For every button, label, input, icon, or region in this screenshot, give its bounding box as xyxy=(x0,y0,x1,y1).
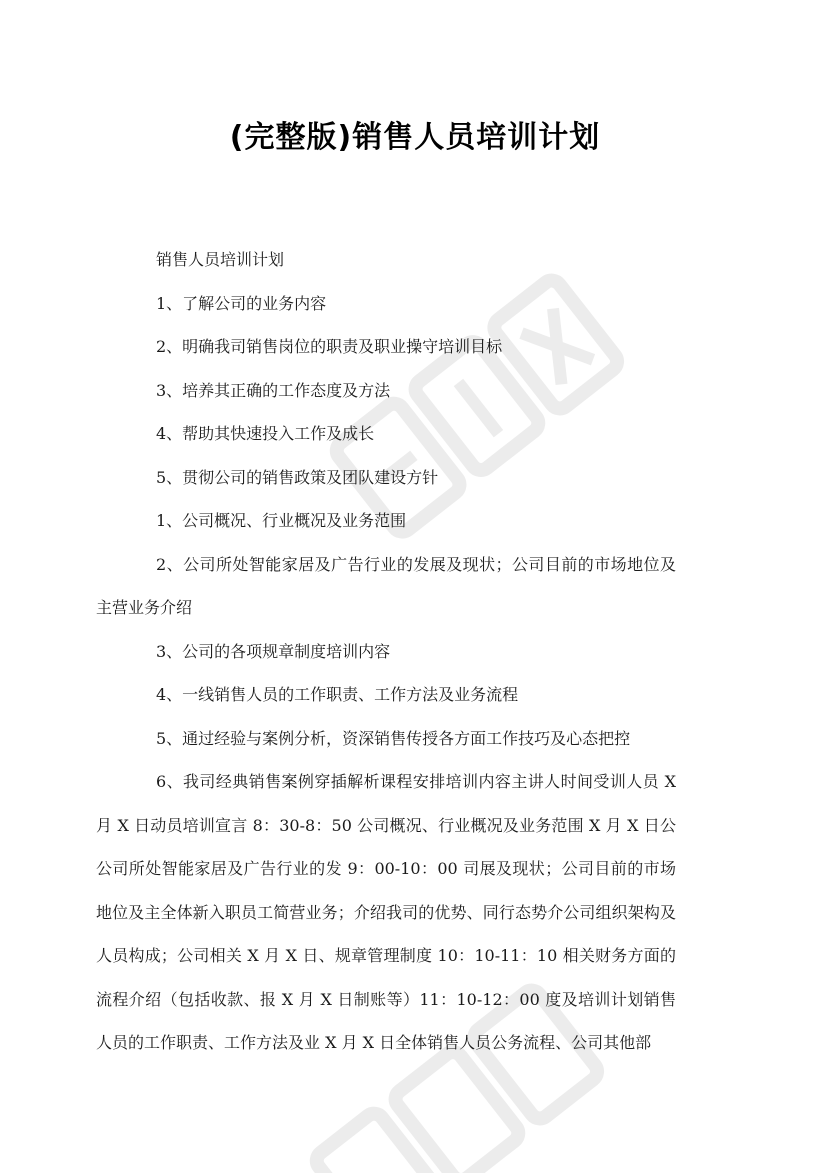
paragraph-content-6: 6、我司经典销售案例穿插解析课程安排培训内容主讲人时间受训人员 X 月 X 日动员培训宣言 8：30-8：50 公司概况、行业概况及业务范围 X 月 X 日公公司所处智能家居及广告行业的发 9：00-10：00 司展及现状；公司目前的市场地位及主全体新入职员工简营业务；介绍我司的优势、同行态势介公司组织架构及人员构成；公司相关 X 月 X 日、规章管理制度 10：10-11：10 相关财务方面的流程介绍（包括收款、报 X 月 X 日制账等）11：10-12：00 度及培训计划销售人员的工作职责、工作方法及业 X 月 X 日全体销售人员公务流程、公司其他部 xyxy=(96,772,676,1052)
paragraph-goal-3: 3、培养其正确的工作态度及方法 xyxy=(156,380,391,400)
paragraph-content-4: 4、一线销售人员的工作职责、工作方法及业务流程 xyxy=(156,685,519,704)
document-body xyxy=(96,238,706,1065)
paragraph-goal-4: 4、帮助其快速投入工作及成长 xyxy=(156,424,375,443)
paragraph-goal-2: 2、明确我司销售岗位的职责及职业操守培训目标 xyxy=(156,337,503,356)
paragraph-goal-1: 1、了解公司的业务内容 xyxy=(156,293,327,313)
paragraph-content-1: 1、公司概况、行业概况及业务范围 xyxy=(156,511,407,530)
paragraph-heading: 销售人员培训计划 xyxy=(156,250,285,269)
paragraph-goal-5: 5、贯彻公司的销售政策及团队建设方针 xyxy=(156,467,439,487)
paragraph-content-5: 5、通过经验与案例分析，资深销售传授各方面工作技巧及心态把控 xyxy=(156,728,631,748)
paragraph-content-3: 3、公司的各项规章制度培训内容 xyxy=(156,641,391,661)
document-title: (完整版)销售人员培训计划 xyxy=(229,120,601,155)
paragraph-content-2: 2、公司所处智能家居及广告行业的发展及现状；公司目前的市场地位及主营业务介绍 xyxy=(96,554,676,617)
